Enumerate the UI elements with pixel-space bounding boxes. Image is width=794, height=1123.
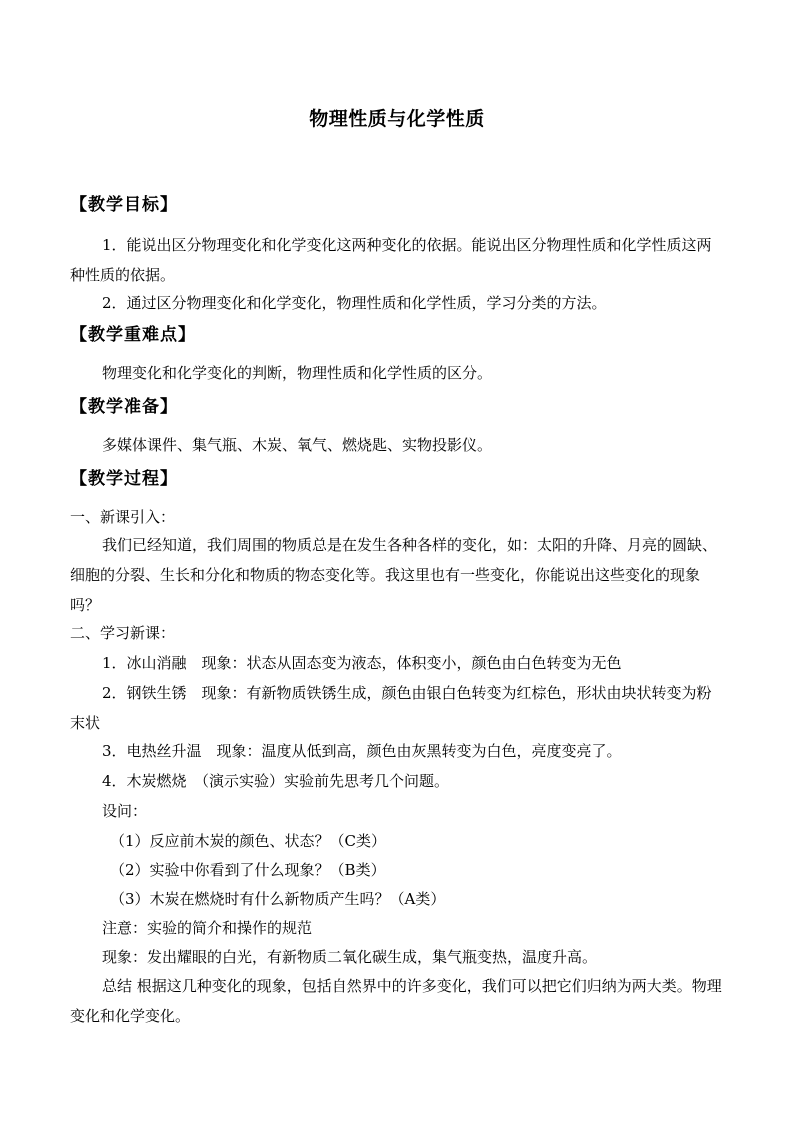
document-title: 物理性质与化学性质 — [309, 108, 485, 130]
experiment-note: 注意：实验的简介和操作的规范 — [102, 919, 313, 937]
step-3-heating-wire: 3．电热丝升温 现象：温度从低到高，颜色由灰黑转变为白色，亮度变亮了。 — [102, 742, 622, 760]
objectives-heading: 【教学目标】 — [70, 195, 178, 215]
question-3: （3）木炭在燃烧时有什么新物质产生吗？（A类） — [110, 890, 446, 908]
preparation-heading: 【教学准备】 — [70, 397, 178, 417]
preparation-text: 多媒体课件、集气瓶、木炭、氧气、燃烧匙、实物投影仪。 — [102, 436, 493, 454]
objectives-item-1: 1．能说出区分物理变化和化学变化这两种变化的依据。能说出区分物理性质和化学性质这两种性质的依据。 — [70, 236, 712, 284]
objectives-item-2: 2．通过区分物理变化和化学变化，物理性质和化学性质，学习分类的方法。 — [102, 294, 607, 312]
new-lesson-intro-text: 我们已经知道，我们周围的物质总是在发生各种各样的变化，如：太阳的升降、月亮的圆缺、细胞的分裂、生长和分化和物质的物态变化等。我这里也有一些变化，你能说出这些变化的现象吗？ — [70, 536, 718, 614]
step-1-ice-melting: 1．冰山消融 现象：状态从固态变为液态，体积变小，颜色由白色转变为无色 — [102, 654, 622, 672]
question-1: （1）反应前木炭的颜色、状态？（C类） — [110, 832, 387, 850]
question-label: 设问： — [102, 802, 148, 820]
key-points-heading: 【教学重难点】 — [70, 325, 196, 345]
lesson-summary: 总结 根据这几种变化的现象，包括自然界中的许多变化，我们可以把它们归纳为两大类。物理变化和化学变化。 — [70, 977, 722, 1025]
new-lesson-intro-title: 一、新课引入： — [70, 508, 176, 526]
process-heading: 【教学过程】 — [70, 469, 178, 489]
key-points-text: 物理变化和化学变化的判断，物理性质和化学性质的区分。 — [102, 364, 493, 382]
experiment-phenomenon: 现象：发出耀眼的白光，有新物质二氧化碳生成，集气瓶变热，温度升高。 — [102, 948, 598, 966]
step-4-charcoal-burning: 4．木炭燃烧 （演示实验）实验前先思考几个问题。 — [102, 772, 450, 790]
step-2-steel-rusting: 2．钢铁生锈 现象：有新物质铁锈生成，颜色由银白色转变为红棕色，形状由块状转变为粉末状 — [70, 684, 712, 732]
question-2: （2）实验中你看到了什么现象？（B类） — [110, 861, 386, 879]
learn-new-lesson-title: 二、学习新课： — [70, 624, 176, 642]
